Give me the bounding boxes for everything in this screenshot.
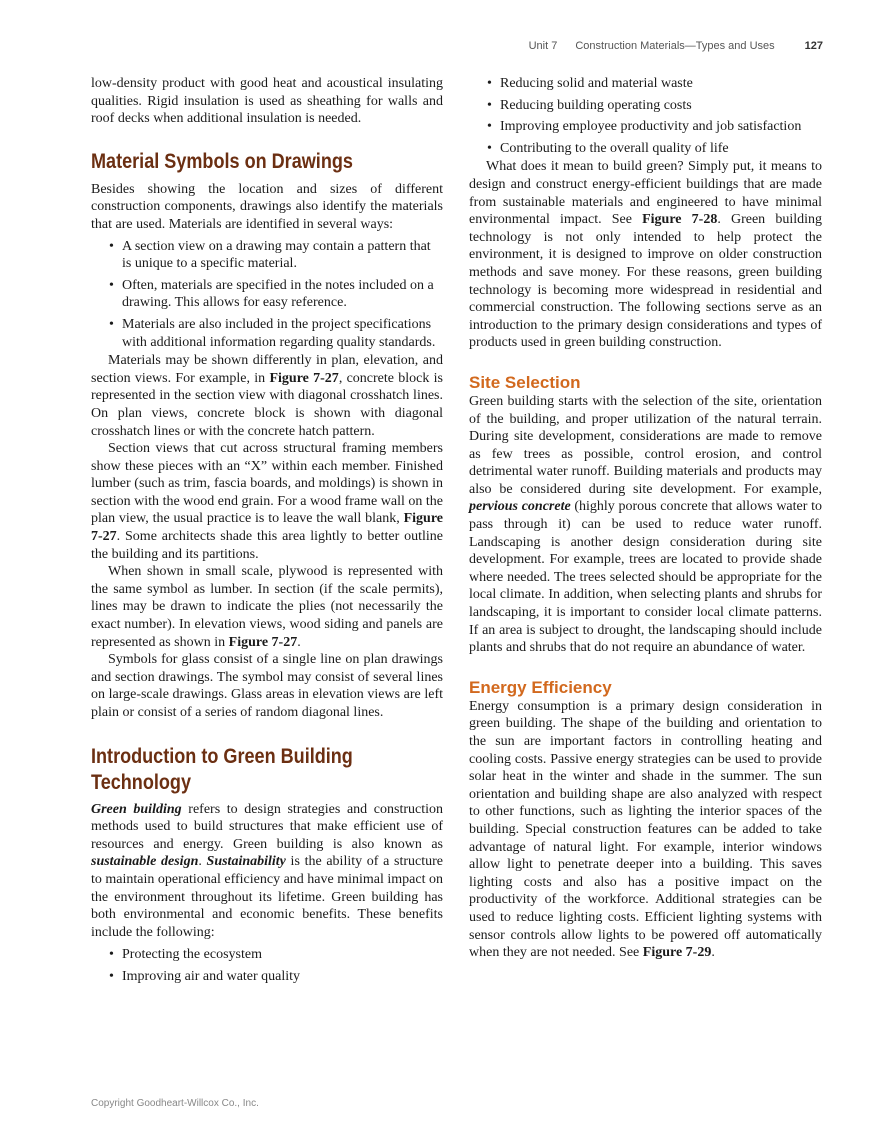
benefits-bullet-list-continued — [469, 75, 822, 157]
term-pervious-concrete: pervious concrete — [469, 499, 571, 515]
heading-green-building-line2: Technology — [91, 770, 192, 794]
symbols-bullet-list — [91, 238, 443, 352]
intro-paragraph: low-density product with good heat and acoustical insulating qualities. Rigid insulation is used as sheathing for walls and roof decks when additional insulation is needed. — [91, 76, 443, 127]
term-sustainable-design: sustainable design — [91, 854, 199, 870]
paragraph-glass: Symbols for glass consist of a single line on plan drawings and section drawings. The symbol may consist of several lines on large-scale drawings. Glass areas in elevation views are left plain or consist of a series of random diagonal lines. — [91, 652, 443, 720]
figure-reference[interactable]: Figure 7-28 — [642, 212, 718, 228]
heading-energy-efficiency: Energy Efficiency — [469, 677, 612, 697]
heading-green-building-line1: Introduction to Green Building — [91, 744, 353, 768]
paragraph-shown-differently: Materials may be shown differently in plan, elevation, and section views. For example, in Figure 7-27, concrete block is represented in the section view with diagonal crosshatch lines. On plan views, concrete block is shown with diagonal crosshatch lines or with the concrete hatch pattern. — [91, 353, 443, 439]
term-green-building: Green building — [91, 801, 182, 817]
header-title: Construction Materials—Types and Uses — [575, 40, 775, 52]
list-item: • Protecting the ecosystem — [91, 946, 443, 964]
list-item: • Improving air and water quality — [91, 968, 443, 986]
list-item: • Improving employee productivity and job satisfaction — [469, 118, 822, 136]
list-item: • Reducing solid and material waste — [469, 75, 822, 93]
paragraph-green-building: Green building refers to design strategies and construction methods used to build structures that make efficient use of resources and energy. Green building is also known as sustainable design. Sustainability is the ability of a structure to maintain operational efficiency and have minimal impact on the environment throughout its lifetime. Green building has both environmental and economic benefits. These benefits include the following: — [91, 801, 444, 940]
list-item: • Contributing to the overall quality of life — [469, 140, 822, 158]
list-item: • A section view on a drawing may contain a pattern that is unique to a specific material. — [91, 238, 443, 273]
figure-reference[interactable]: Figure 7-27 — [228, 634, 298, 650]
benefits-bullet-list — [91, 946, 443, 985]
paragraph-site-selection: Green building starts with the selection of the site, orientation of the building, and proper utilization of the natural terrain. During site development, considerations are made to remove as few trees as possible, control erosion, and control detrimental water runoff. Building materials and products may also be considered during site development. For example, pervious concrete (highly porous concrete that allows water to pass through it) can be used to reduce water runoff. Landscaping is another design consideration during site development. For example, trees are located to provide shade where needed. The trees selected should be appropriate for the local climate. In addition, when selecting plants and shrubs for landscaping, it is important to consider local climate patterns. If an area is subject to drought, the landscaping should include plants and shrubs that do not require an abundance of water. — [469, 393, 822, 656]
right-column — [469, 75, 822, 962]
running-header — [529, 40, 823, 52]
figure-reference[interactable]: Figure 7-29 — [642, 945, 712, 961]
list-item: • Materials are also included in the project specifications with additional information regarding quality standards. — [91, 316, 443, 351]
heading-site-selection: Site Selection — [469, 372, 581, 392]
page-number: 127 — [804, 40, 823, 52]
symbols-paragraph: Besides showing the location and sizes of different construction components, drawings also identify the materials that are used. Materials are identified in several ways: — [91, 181, 443, 232]
paragraph-what-is-green: What does it mean to build green? Simply put, it means to design and construct energy-efficient buildings that are made from sustainable materials and engineered to have minimal environmental impact. See Figure 7-28. Green building technology is not only intended to help protect the environment, it is designed to improve on older construction methods and save money. For these reasons, green building technology is becoming more widespread in residential and commercial construction. The following sections serve as an introduction to the primary design considerations and types of products used in green building construction. — [469, 159, 822, 351]
list-item: • Reducing building operating costs — [469, 97, 822, 115]
header-unit: Unit 7 — [528, 40, 558, 52]
figure-reference[interactable]: Figure 7-27 — [269, 370, 339, 386]
left-column — [91, 75, 443, 990]
list-item: • Often, materials are specified in the notes included on a drawing. This allows for easy reference. — [91, 277, 443, 312]
paragraph-plywood: When shown in small scale, plywood is represented with the same symbol as lumber. In section (if the scale permits), lines may be drawn to indicate the plies (not necessarily the exact number). In elevation views, wood siding and panels are represented as shown in Figure 7-27. — [91, 564, 443, 650]
term-sustainability: Sustainability — [206, 854, 286, 870]
paragraph-energy-efficiency: Energy consumption is a primary design consideration in green building. The shape of the building and orientation to the sun are important factors in controlling heating and cooling costs. Passive energy strategies can be used to provide solar heat in the winter and shade in the summer. The sun orientation and building shape are also analyzed with respect to other functions, such as lighting the interior spaces of the building. Special construction features can be added to take advantage of natural light. For example, interior windows allow light to penetrate deeper into a building. This saves lighting costs and also has a positive impact on the productivity of the workforce. Additional strategies can be used to reduce lighting costs. Efficient lighting systems with sensor controls allow lights to be powered off automatically when they are not needed. See Figure 7-29. — [469, 698, 822, 961]
figure-reference[interactable]: Figure 7-27 — [91, 511, 443, 545]
paragraph-section-views: Section views that cut across structural framing members show these pieces with an “X” within each member. Finished lumber (such as trim, fascia boards, and moldings) is shown in section with the wood end grain. For a wood frame wall on the plan view, the usual practice is to leave the wall blank, Figure 7-27. Some architects shade this area lightly to better outline the building and its partitions. — [91, 441, 443, 562]
copyright-footer: Copyright Goodheart-Willcox Co., Inc. — [91, 1098, 259, 1109]
heading-material-symbols: Material Symbols on Drawings — [91, 149, 353, 173]
